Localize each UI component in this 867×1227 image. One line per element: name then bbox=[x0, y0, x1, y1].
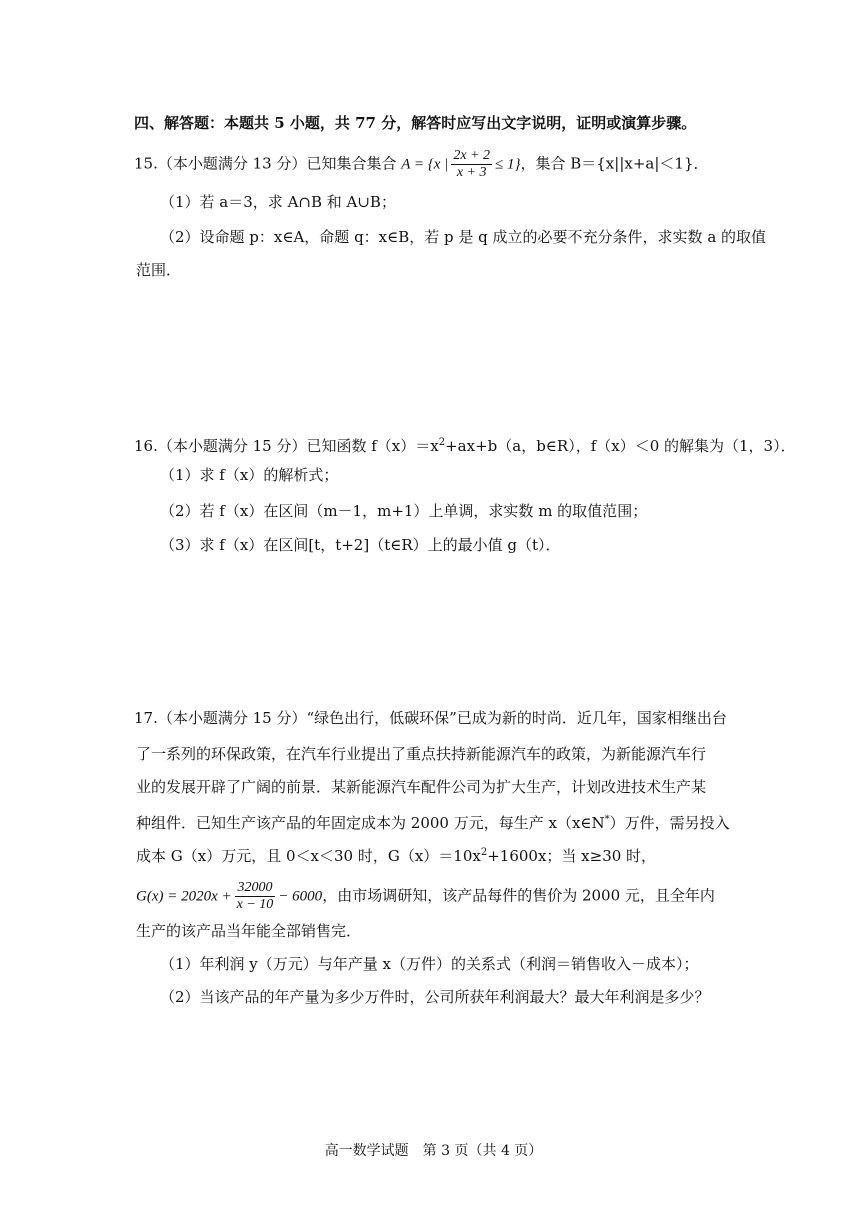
q16-exponent: 2 bbox=[438, 437, 446, 448]
fraction-numerator: 2x + 2 bbox=[453, 148, 490, 163]
q17-line-5-sup: 2 bbox=[480, 847, 488, 858]
q17-line-5-end: +1600x；当 x≥30 时， bbox=[487, 847, 657, 865]
q17-line-2: 了一系列的环保政策，在汽车行业提出了重点扶持新能源汽车的政策，为新能源汽车行 bbox=[136, 745, 707, 763]
q17-line-5-text: 成本 G（x）万元，且 0＜x＜30 时，G（x）＝10x bbox=[136, 847, 481, 865]
set-a-prefix: A = {x | bbox=[401, 156, 449, 173]
q16-part-3: （3）求 f（x）在区间[t，t+2]（t∈R）上的最小值 g（t）． bbox=[160, 536, 561, 554]
q17-line-4-sup: * bbox=[604, 814, 610, 825]
q16-part-1: （1）求 f（x）的解析式； bbox=[160, 466, 339, 484]
set-a-fraction bbox=[451, 148, 492, 181]
q15-part-1: （1）若 a＝3，求 A∩B 和 A∪B； bbox=[160, 193, 396, 211]
q17-line-4-text: 种组件．已知生产该产品的年固定成本为 2000 万元，每生产 x（x∈N bbox=[136, 814, 605, 832]
q16-number: 16. bbox=[134, 437, 158, 455]
q17-line-6-end: ，由市场调研知，该产品每件的售价为 2000 元，且全年内 bbox=[322, 886, 715, 905]
q17-line-6 bbox=[136, 880, 715, 913]
q15-part-2-cont: 范围． bbox=[136, 261, 182, 279]
set-a-suffix: ≤ 1} bbox=[494, 156, 521, 173]
q17-line-1: （本小题满分 15 分）“绿色出行，低碳环保”已成为新的时尚．近几年，国家相继出台 bbox=[157, 709, 727, 727]
q17-line-5 bbox=[136, 842, 656, 867]
q17-line-4-end: ）万件，需另投入 bbox=[609, 814, 730, 832]
g-function-prefix: G(x) = 2020x + bbox=[136, 888, 232, 905]
page-footer: 高一数学试题 第 3 页（共 4 页） bbox=[324, 1143, 543, 1159]
g-fraction-denominator: x − 10 bbox=[236, 897, 274, 912]
question-16 bbox=[134, 432, 796, 457]
section-heading: 四、解答题：本题共 5 小题，共 77 分，解答时应写出文字说明，证明或演算步骤。 bbox=[134, 114, 697, 132]
q17-line-4 bbox=[136, 809, 730, 834]
q16-stem-end: +ax+b（a，b∈R），f（x）＜0 的解集为（1，3）． bbox=[445, 437, 796, 455]
g-fraction-numerator: 32000 bbox=[235, 880, 276, 897]
q17-part-2: （2）当该产品的年产量为多少万件时，公司所获年利润最大？最大年利润是多少？ bbox=[160, 988, 710, 1006]
q16-stem: （本小题满分 15 分）已知函数 f（x）＝x bbox=[157, 437, 439, 455]
q17-line-3: 业的发展开辟了广阔的前景．某新能源汽车配件公司为扩大生产，计划改进技术生产某 bbox=[136, 778, 707, 796]
question-17 bbox=[134, 707, 727, 729]
q17-number: 17. bbox=[134, 709, 158, 727]
q15-stem: （本小题满分 13 分）已知集合集合 bbox=[157, 154, 402, 173]
q17-part-1: （1）年利润 y（万元）与年产量 x（万件）的关系式（利润＝销售收入－成本）； bbox=[160, 955, 699, 973]
q17-line-7: 生产的该产品当年能全部销售完． bbox=[136, 922, 362, 940]
fraction-denominator: x + 3 bbox=[456, 165, 487, 180]
g-function-tail: − 6000 bbox=[278, 888, 323, 905]
q15-number: 15. bbox=[134, 154, 158, 173]
q16-part-2: （2）若 f（x）在区间（m－1，m+1）上单调，求实数 m 的取值范围； bbox=[160, 502, 648, 520]
q15-stem-end: ，集合 B＝{x||x+a|＜1}． bbox=[520, 154, 709, 173]
question-15 bbox=[134, 148, 708, 181]
g-function-fraction bbox=[235, 880, 276, 913]
q15-part-2: （2）设命题 p：x∈A，命题 q：x∈B，若 p 是 q 成立的必要不充分条件，求实数 a 的取值 bbox=[160, 228, 767, 246]
